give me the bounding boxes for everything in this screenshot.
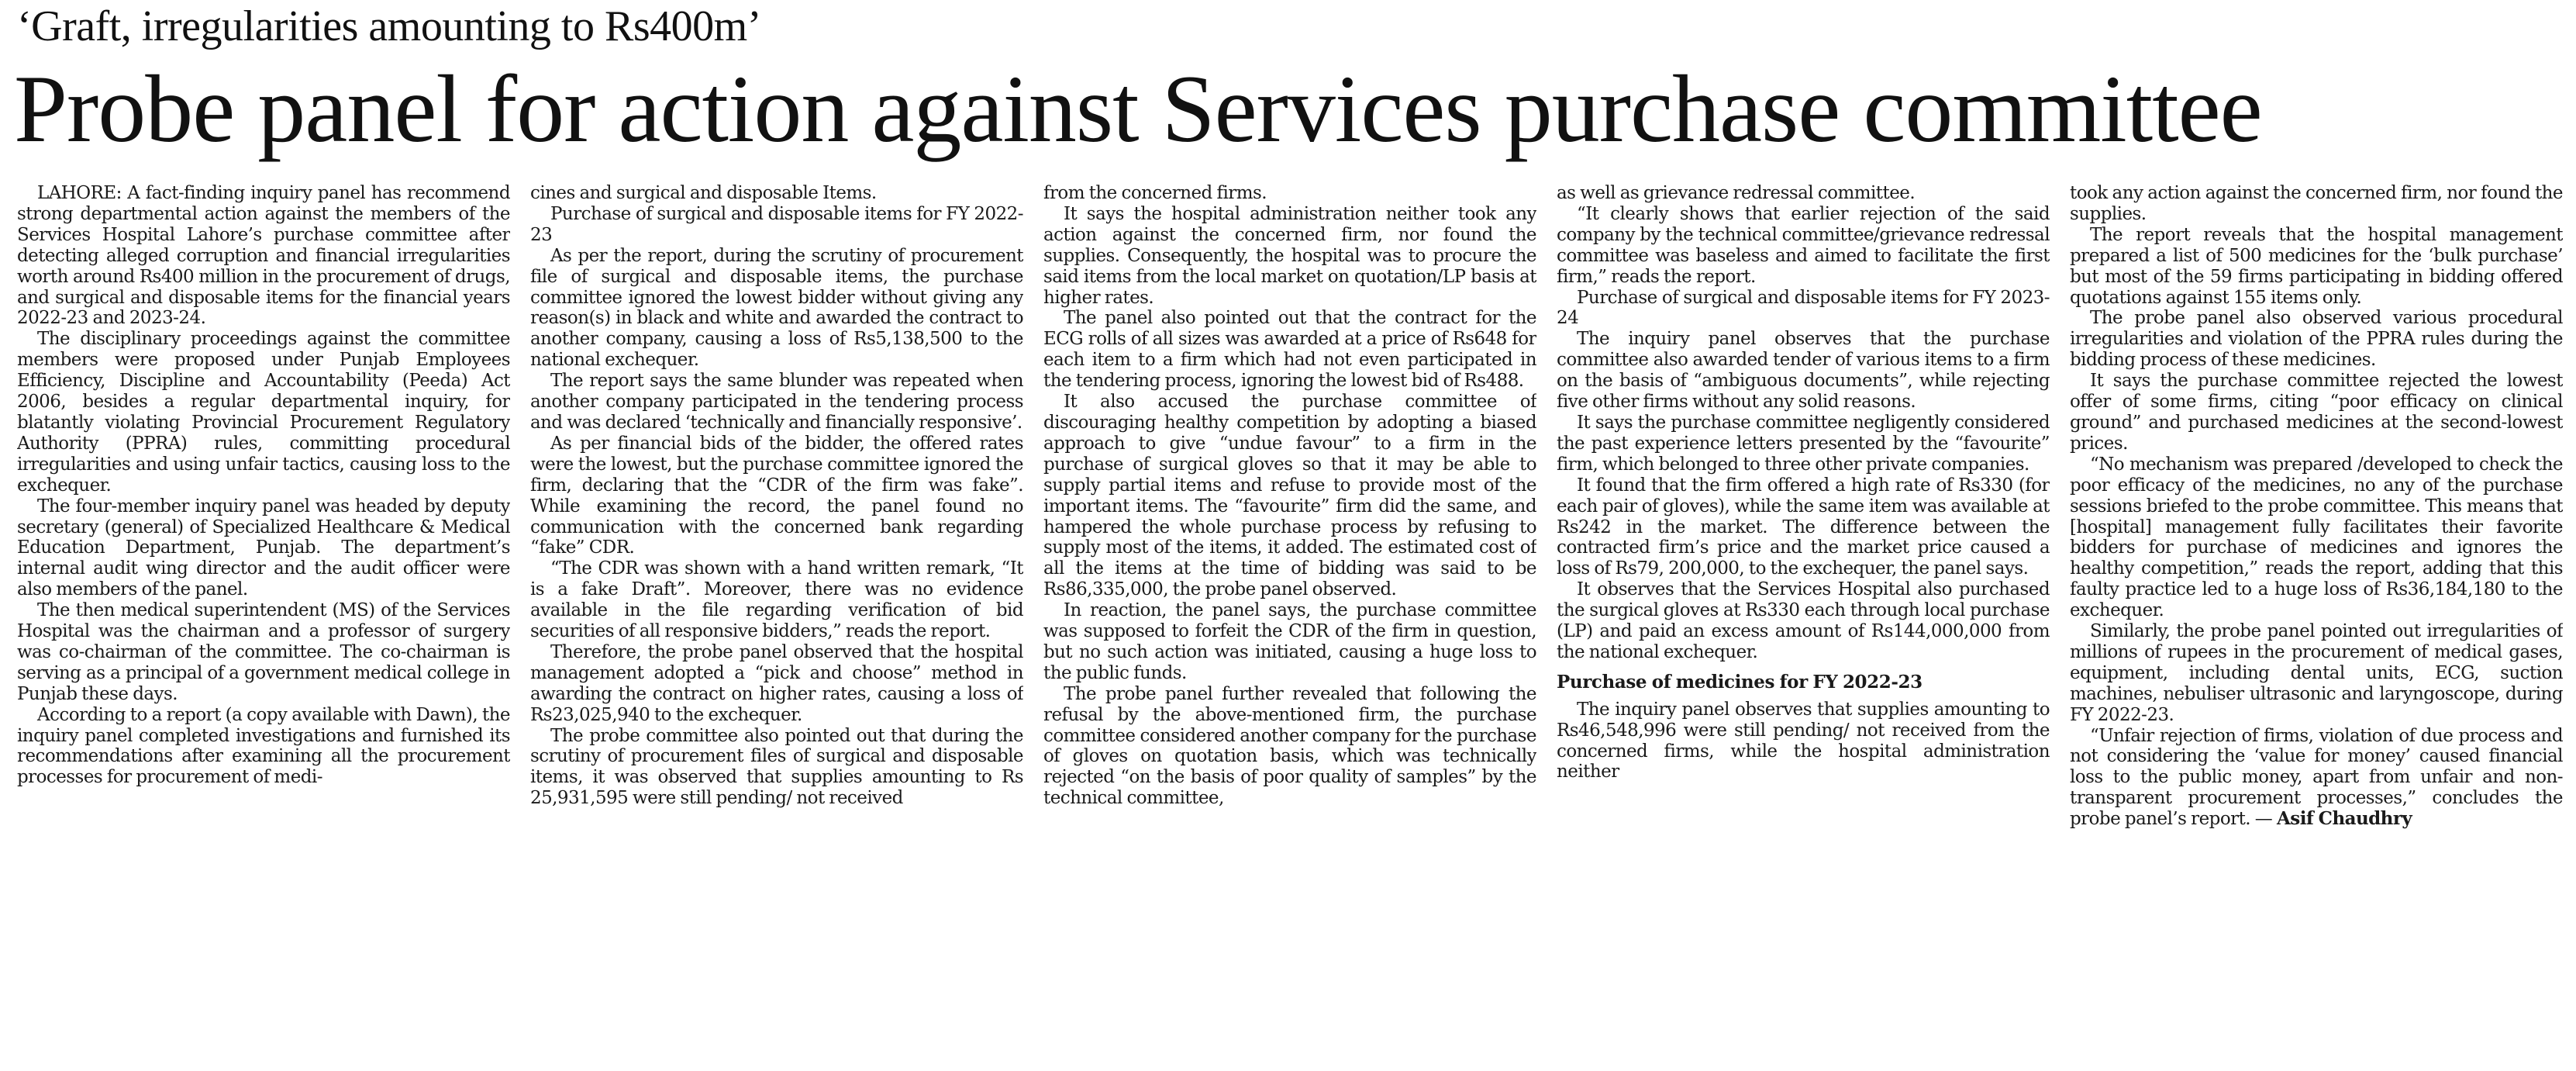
paragraph: “The CDR was shown with a hand written remark, “It is a fake Draft”. Moreover, there was no evidence available in the file regarding verification of bid securities of all responsive bidders,” reads the report. xyxy=(530,558,1023,642)
paragraph: It says the hospital administration neither took any action against the concerned firm, nor found the supplies. Consequently, the hospital was to procure the said items from the local market on quotation/LP basis at higher rates. xyxy=(1043,203,1536,308)
paragraph: It observes that the Services Hospital also purchased the surgical gloves at Rs330 each through local purchase (LP) and paid an excess amount of Rs144,000,000 from the national exchequer. xyxy=(1557,579,2050,662)
paragraph xyxy=(2070,726,2563,831)
article-body xyxy=(17,183,2563,1067)
paragraph: As per the report, during the scrutiny of procurement file of surgical and disposable items, the purchase committee ignored the lowest bidder without giving any reason(s) in black and white and awarded the contract to another company, causing a loss of Rs5,138,500 to the national exchequer. xyxy=(530,245,1023,371)
paragraph: The four-member inquiry panel was headed by deputy secretary (general) of Specialized Healthcare & Medical Education Department, Punjab. The department’s internal audit wing director and the audit officer were also members of the panel. xyxy=(17,496,510,600)
paragraph: The inquiry panel observes that the purchase committee also awarded tender of various items to a firm on the basis of “ambiguous documents”, while rejecting five other firms without any solid reasons. xyxy=(1557,329,2050,413)
paragraph: It also accused the purchase committee of discouraging healthy competition by adopting a biased approach to give “undue favour” to a firm in the purchase of surgical gloves so that it may be able to supply partial items and refuse to provide most of the important items. The “favourite” firm did the same, and hampered the whole purchase process by refusing to supply most of the items, it added. The estimated cost of all the items at the time of bidding was said to be Rs86,335,000, the probe panel observed. xyxy=(1043,392,1536,600)
paragraph: cines and surgical and disposable Items. xyxy=(530,183,877,203)
paragraph: As per financial bids of the bidder, the offered rates were the lowest, but the purchase committee ignored the firm, declaring that the “CDR of the firm was fake”. While examining the record, the panel found no communication with the concerned bank regarding “fake” CDR. xyxy=(530,433,1023,558)
paragraph: The report says the same blunder was repeated when another company participated in the tendering process and was declared ‘technically and financially responsive’. xyxy=(530,371,1023,433)
paragraph: It found that the firm offered a high rate of Rs330 (for each pair of gloves), while the same item was available at Rs242 in the market. The difference between the contracted firm’s price and the market price caused a loss of Rs79, 200,000, to the exchequer, the panel says. xyxy=(1557,475,2050,579)
column-1 xyxy=(17,183,510,1067)
paragraph: The panel also pointed out that the contract for the ECG rolls of all sizes was awarded at a price of Rs648 for each item to a firm which had not even participated in the tendering process, ignoring the lowest bid of Rs488. xyxy=(1043,308,1536,392)
paragraph: “It clearly shows that earlier rejection of the said company by the technical committee/grievance redressal committee was baseless and aimed to facilitate the first firm,” reads the report. xyxy=(1557,203,2050,287)
closing-text: “Unfair rejection of firms, violation of due process and not considering the ‘value for money’ caused financial loss to the public money, apart from unfair and non-transparent procurement processes,” concludes the probe panel’s report. — xyxy=(2070,725,2563,830)
paragraph: The probe panel further revealed that following the refusal by the above-mentioned firm, the purchase committee considered another company for the purchase of gloves on quotation basis, which was technically rejected “on the basis of poor quality of samples” by the technical committee, xyxy=(1043,683,1536,809)
paragraph: In reaction, the panel says, the purchase committee was supposed to forfeit the CDR of the firm in question, but no such action was initiated, causing a huge loss to the public funds. xyxy=(1043,600,1536,683)
paragraph: Similarly, the probe panel pointed out irregularities of millions of rupees in the procurement of medical gases, equipment, including dental units, ECG, suction machines, nebuliser ultrasonic and laryngoscope, during FY 2022-23. xyxy=(2070,621,2563,725)
paragraph: The probe committee also pointed out that during the scrutiny of procurement files of surgical and disposable items, it was observed that supplies amounting to Rs 25,931,595 were still pending/ not received xyxy=(530,725,1023,809)
paragraph: The then medical superintendent (MS) of the Services Hospital was the chairman and a professor of surgery was co-chairman of the committee. The co-chairman is serving as a principal of a government medical college in Punjab these days. xyxy=(17,600,510,704)
paragraph: as well as grievance redressal committee. xyxy=(1557,183,1916,203)
kicker: ‘Graft, irregularities amounting to Rs400m’ xyxy=(17,2,761,50)
paragraph: “No mechanism was prepared /developed to check the poor efficacy of the medicines, no any of the purchase sessions briefed to the probe committee. This means that [hospital] management fully facilitates their favorite bidders for purchase of medicines and ignores the healthy competition,” reads the report, adding that this faulty practice led to a huge loss of Rs36,184,180 to the exchequer. xyxy=(2070,454,2563,621)
paragraph: The inquiry panel observes that supplies amounting to Rs46,548,996 were still pending/ not received from the concerned firms, while the hospital administration neither xyxy=(1557,699,2050,783)
paragraph: The probe panel also observed various procedural irregularities and violation of the PPRA rules during the bidding process of these medicines. xyxy=(2070,308,2563,371)
byline: Asif Chaudhry xyxy=(2277,808,2412,830)
paragraph: The report reveals that the hospital management prepared a list of 500 medicines for the ‘bulk purchase’ but most of the 59 firms participating in bidding offered quotations against 155 items only. xyxy=(2070,224,2563,308)
paragraph: Therefore, the probe panel observed that the hospital management adopted a “pick and choose” method in awarding the contract on higher rates, causing a loss of Rs23,025,940 to the exchequer. xyxy=(530,641,1023,725)
paragraph: Purchase of surgical and disposable items for FY 2023-24 xyxy=(1557,287,2050,329)
paragraph: It says the purchase committee rejected the lowest offer of some firms, citing “poor efficacy on clinical ground” and purchased medicines at the second-lowest prices. xyxy=(2070,371,2563,454)
column-4 xyxy=(1557,183,2050,1067)
paragraph: According to a report (a copy available with Dawn), the inquiry panel completed investigations and furnished its recommendations after examining all the procurement processes for procurement of medi- xyxy=(17,704,510,788)
section-subhead: Purchase of medicines for FY 2022-23 xyxy=(1557,671,1923,693)
paragraph: from the concerned firms. xyxy=(1043,183,1267,203)
paragraph: Purchase of surgical and disposable items for FY 2022-23 xyxy=(530,203,1023,245)
column-3 xyxy=(1043,183,1536,1067)
paragraph: The disciplinary proceedings against the committee members were proposed under Punjab Employees Efficiency, Discipline and Accountability (Peeda) Act 2006, besides a regular departmental inquiry, for blatantly violating Provincial Procurement Regulatory Authority (PPRA) rules, committing procedural irregularities and using unfair tactics, causing loss to the exchequer. xyxy=(17,329,510,496)
column-5 xyxy=(2070,183,2563,1067)
paragraph: took any action against the concerned firm, nor found the supplies. xyxy=(2070,183,2563,224)
paragraph: It says the purchase committee negligently considered the past experience letters presented by the “favourite” firm, which belonged to three other private companies. xyxy=(1557,412,2050,475)
headline: Probe panel for action against Services purchase committee xyxy=(14,56,2262,162)
paragraph: LAHORE: A fact-finding inquiry panel has recommend strong departmental action against the members of the Services Hospital Lahore’s purchase committee after detecting alleged corruption and financial irregularities worth around Rs400 million in the procurement of drugs, and surgical and disposable items for the financial years 2022-23 and 2023-24. xyxy=(17,183,510,329)
column-2 xyxy=(530,183,1023,1067)
